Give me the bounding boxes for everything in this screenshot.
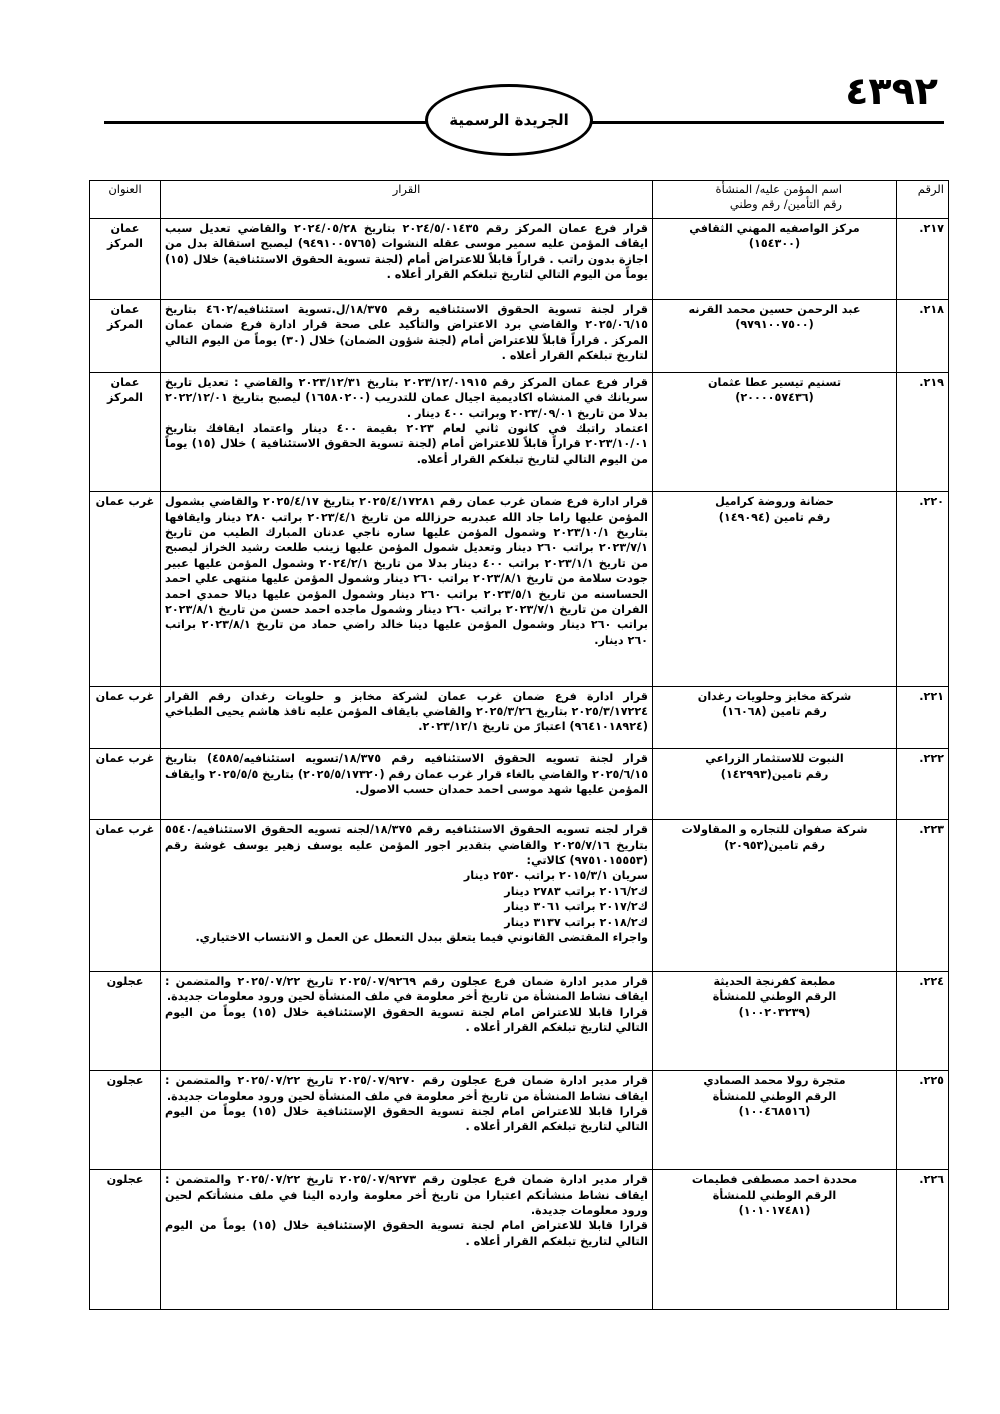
insured-name: تسنيم تيسير عطا عثمان [707,375,842,389]
decision-text: قرار ادارة فرع ضمان غرب عمان رقم ٢٠٢٥/٤/١٧٢٨١ بتاريخ ٢٠٢٥/٤/١٧ والقاضي بشمول المؤمن عليها راما جاد الله عبدربه حرزالله من تاريخ ٢٠٢٣/٤/١ براتب ٢٨٠ دينار وايقافها بتاريخ ٢٠٢٣/١٠/١ وشمول المؤمن عليها ساره ناجي عدنان المبارك الطيب من تاريخ ٢٠٢٣/٧/١ براتب ٢٦٠ دينار وتعديل شمول المؤمن عليها زينب طلعت رشيد الخراز ليصبح من تاريخ ٢٠٢٣/١/١ براتب ٤٠٠ دينار بدلا من تاريخ ٢٠٢٤/٢/١ وشمول المؤمن عليها عبير جودت سلامة من تاريخ ٢٠٢٣/٨/١ براتب ٢٦٠ دينار وشمول المؤمن عليها منتهى علي احمد الحساسنه من تاريخ ٢٠٢٣/٥/١ براتب ٢٦٠ دينار وشمول المؤمن عليها ديالا حمدي احمد الفران من تاريخ ٢٠٢٣/٧/١ براتب ٢٦٠ دينار وشمول ماجده احمد حسن من تاريخ ٢٠٢٣/٨/١ براتب ٢٦٠ دينار وشمول المؤمن عليها دينا خالد راضي حماد من تاريخ ٢٠٢٣/٨/١ براتب ٢٦٠ دينار. [165,495,649,647]
row-number: .٢٢٦ [897,1170,949,1310]
address-cell: عمان المركز [90,372,161,491]
decision-cell [161,1071,653,1170]
decision-text: قرارا قابلا للاعتراض امام لجنة تسوية الحقوق الإستئنافية خلال (١٥) يوماً من اليوم التالي لتاريخ تبلغكم القرار أعلاه . [165,1219,648,1248]
insured-id: رقم تامين (١٦٠٦٨) [722,704,827,718]
row-number: .٢٢٥ [897,1071,949,1170]
decision-cell [161,299,653,372]
row-number: .٢١٨ [897,299,949,372]
address-cell: غرب عمان [90,820,161,972]
insured-name-cell [653,299,897,372]
decision-cell [161,372,653,491]
insured-id: الرقم الوطني للمنشأة [712,1089,837,1103]
decision-text: سريان ٢٠١٥/٣/١ براتب ٢٥٣٠ دينار [463,869,648,883]
address-cell: غرب عمان [90,492,161,686]
insured-id: (٩٧٩١٠٠٧٥٠٠) [735,318,814,332]
address-cell: عجلون [90,971,161,1070]
insured-name-cell [653,372,897,491]
decision-cell [161,492,653,686]
decision-text: ك٢٠١٦/٢ براتب ٢٧٨٣ دينار [504,884,648,898]
insured-name-cell [653,686,897,749]
decision-text: قرار مدير ادارة ضمان فرع عجلون رقم ٢٠٢٥/٠٧/٩٢٧٣ تاريخ ٢٠٢٥/٠٧/٢٢ والمتضمن : ايقاف نشاط منشأتكم اعتبارا من تاريخ أخر معلومة وارده الينا في ملف منشأتكم لحين ورود معلومات جديدة. [165,1173,648,1218]
address-cell: عجلون [90,1071,161,1170]
insured-name: مركز الواصفيه المهني الثقافي [689,222,860,235]
decision-text: قرار ادارة فرع ضمان غرب عمان لشركة مخابز و حلويات رغدان رقم القرار ٢٠٢٥/٣/١٧٢٢٤ بتاريخ ٢٠٢٥/٣/٢٦ والقاضي بايقاف المؤمن عليه نافذ هاشم يحيى الطباخي (٩٦٤١٠١٨٩٢٤) اعتبارً من تاريخ ٢٠٢٣/١٢/١. [165,689,649,734]
insured-id: (١٠١٠١٧٤٨١) [738,1204,811,1218]
decision-text: قرار مدير ادارة ضمان فرع عجلون رقم ٢٠٢٥/٠٧/٩٢٧٠ تاريخ ٢٠٢٥/٠٧/٢٢ والمتضمن : ايقاف نشاط المنشأة من تاريخ أخر معلومة في ملف المنشأة لحين ورود معلومات جديدة. [165,1074,648,1103]
insured-name: حضانة وروضة كراميل [715,495,834,509]
table-row [90,820,949,972]
column-header-address: العنوان [90,181,161,219]
table-row [90,971,949,1070]
insured-name-cell [653,1170,897,1310]
page-number: ٤٣٩٢ [845,69,938,113]
address-cell: عجلون [90,1170,161,1310]
row-number: .٢٢١ [897,686,949,749]
insured-id: رقم تامين (١٤٩٠٩٤) [718,510,831,524]
table-row [90,749,949,820]
table-header-row [90,181,949,219]
insured-name: النبوت للاستثمار الزراعي [705,752,844,766]
decision-cell [161,971,653,1070]
decision-text: اعتماد راتبك في كانون ثاني لعام ٢٠٢٣ بقيمة ٤٠٠ دينار واعتماد ايقافك بتاريخ ٢٠٢٣/١٠/٠١ قراراً قابلاً للاعتراض أمام (لجنة تسوية الحقوق الاستئنافية ) خلال (١٥) يوماً من اليوم التالي لتاريخ تبلغكم القرار أعلاه. [165,422,648,466]
decision-text: واجراء المقتضى القانوني فيما يتعلق ببدل التعطل عن العمل و الانتساب الاختياري. [195,930,648,944]
decision-text: قرار مدير ادارة ضمان فرع عجلون رقم ٢٠٢٥/٠٧/٩٢٦٩ تاريخ ٢٠٢٥/٠٧/٢٢ والمتضمن : ايقاف نشاط المنشأة من تاريخ أخر معلومة في ملف المنشأة لحين ورود معلومات جديدة. [165,974,648,1004]
row-number: .٢١٩ [897,372,949,491]
decision-text: قرارا قابلا للاعتراض امام لجنة تسوية الحقوق الإستئنافية خلال (١٥) يوماً من اليوم التالي لتاريخ تبلغكم القرار أعلاه . [165,1005,648,1035]
insured-name: شركة صفوان للتجاره و المقاولات [681,823,868,837]
insured-id: (١٠٠٢٠٣٢٣٩) [738,1005,811,1019]
row-number: .٢٢٠ [897,492,949,686]
insured-id: (٢٠٠٠٠٥٧٤٣٦) [735,391,814,405]
insured-id: رقم تامين(٢٠٩٥٣) [724,838,825,852]
decision-text: قرار لجنه تسويه الحقوق الاستئنافيه رقم ١٨/٣٧٥/لجنه تسويه الحقوق الاستئنافيه/٥٥٤٠ بتاريخ ٢٠٢٥/٧/١٦ والقاضي بتقدير اجور المؤمن عليه يوسف زهير يوسف غوشة رقم (٩٧٥١٠١٥٥٥٣) كالاتي: [165,823,648,867]
decision-text: ك٢٠١٧/٢ براتب ٣٠٦١ دينار [504,900,648,914]
decision-cell [161,686,653,749]
row-number: .٢٢٤ [897,971,949,1070]
decision-text: قرار فرع عمان المركز رقم ٢٠٢٤/٥/٠١٤٣٥ بتاريخ ٢٠٢٤/٠٥/٢٨ والقاضي تعديل سبب ايقاف المؤمن عليه سمير موسى عقله النشوات (٩٤٩١٠٠٥٧٦٥) ليصبح استقالة بدل من اجازة بدون راتب . قراراً قابلاً للاعتراض أمام (لجنة تسوية الحقوق الاستئنافية) خلال (١٥) يوماً من اليوم التالي لتاريخ تبلغكم القرار أعلاه . [165,222,648,282]
insured-name-cell [653,749,897,820]
row-number: .٢٢٣ [897,820,949,972]
decision-text: قرار لجنة تسوية الحقوق الاستئنافيه رقم ١٨/٣٧٥/ل.تسوية استئنافيه/٤٦٠٢ بتاريخ ٢٠٢٥/٠٦/١٥ والقاضي برد الاعتراض والتأكيد على صحة قرار ادارة فرع ضمان عمان المركز . قراراً قابلاً للاعتراض أمام (لجنة شؤون الضمان) خلال (٣٠) يوماً من اليوم التالي لتاريخ تبلغكم القرار أعلاه . [165,302,649,363]
insured-name-cell [653,820,897,972]
table-row [90,1170,949,1310]
insured-name-cell [653,971,897,1070]
row-number: .٢١٧ [897,219,949,300]
table-row [90,219,949,300]
publication-title: الجريدة الرسمية [449,111,569,129]
column-header-decision: القرار [161,181,653,219]
row-number: .٢٢٢ [897,749,949,820]
insured-id: رقم تامين(١٤٢٩٩٣) [720,767,829,781]
insured-name-cell [653,219,897,300]
decision-cell [161,1170,653,1310]
decision-cell [161,820,653,972]
insured-name: مطبعة كفرنجة الحديثة [713,974,836,988]
insured-name: محددة احمد مصطفى فطيمات [691,1173,858,1187]
decision-text: قرارا قابلا للاعتراض امام لجنة تسوية الحقوق الإستئنافية خلال (١٥) يوماً من اليوم التالي لتاريخ تبلغكم القرار أعلاه . [165,1104,648,1134]
insured-name: متجرة رولا محمد الصمادي [703,1074,846,1088]
insured-name: عبد الرحمن حسين محمد القرنه [688,302,861,316]
address-cell: غرب عمان [90,749,161,820]
insured-id: (١٠٠٤٦٨٥١٦) [738,1104,811,1118]
table-row [90,686,949,749]
address-cell: عمان المركز [90,299,161,372]
insured-name-cell [653,1071,897,1170]
table-body [90,219,949,1310]
decision-text: قرار لجنة تسويه الحقوق الاستئنافيه رقم ١٨/٣٧٥/تسويه استئنافيه/٤٥٨٥) بتاريخ ٢٠٢٥/٦/١٥ والقاضي بالغاء قرار غرب عمان رقم (٢٠٢٥/٥/١٧٣٢٠) بتاريخ ٢٠٢٥/٥/٥ وايقاف المؤمن عليها شهد موسى احمد حمدان حسب الاصول. [165,752,649,797]
column-header-name: اسم المؤمن عليه/ المنشأة رقم التأمين/ رقم وطني [653,181,897,219]
address-cell: غرب عمان [90,686,161,749]
table-row [90,372,949,491]
column-header-number: الرقم [897,181,949,219]
table-row [90,1071,949,1170]
decisions-table [89,180,949,1310]
insured-id: الرقم الوطني للمنشأة [712,1188,837,1202]
table-row [90,299,949,372]
insured-id: الرقم الوطني للمنشأة [712,990,837,1004]
insured-name: شركة مخابز وحلويات رغدان [697,689,852,703]
decision-text: قرار فرع عمان المركز رقم ٢٠٢٣/١٢/٠١٩١٥ بتاريخ ٢٠٢٣/١٢/٣١ والقاضي : تعديل تاريخ سريانك في المنشاه اكاديمية اجيال عمان للتدريب (١٦٥٨٠٢٠٠) ليصبح بتاريخ ٢٠٢٢/١٢/٠١ بدلا من تاريخ ٢٠٢٣/٠٩/٠١ وبراتب ٤٠٠ دينار . [165,375,648,420]
decision-cell [161,749,653,820]
table-row [90,492,949,686]
address-cell: عمان المركز [90,219,161,300]
insured-name-cell [653,492,897,686]
decision-cell [161,219,653,300]
publication-title-oval [425,84,593,156]
decision-text: ك٢٠١٨/٢ براتب ٣١٣٧ دينار [504,915,648,929]
insured-id: (١٥٤٣٠٠) [748,237,801,251]
